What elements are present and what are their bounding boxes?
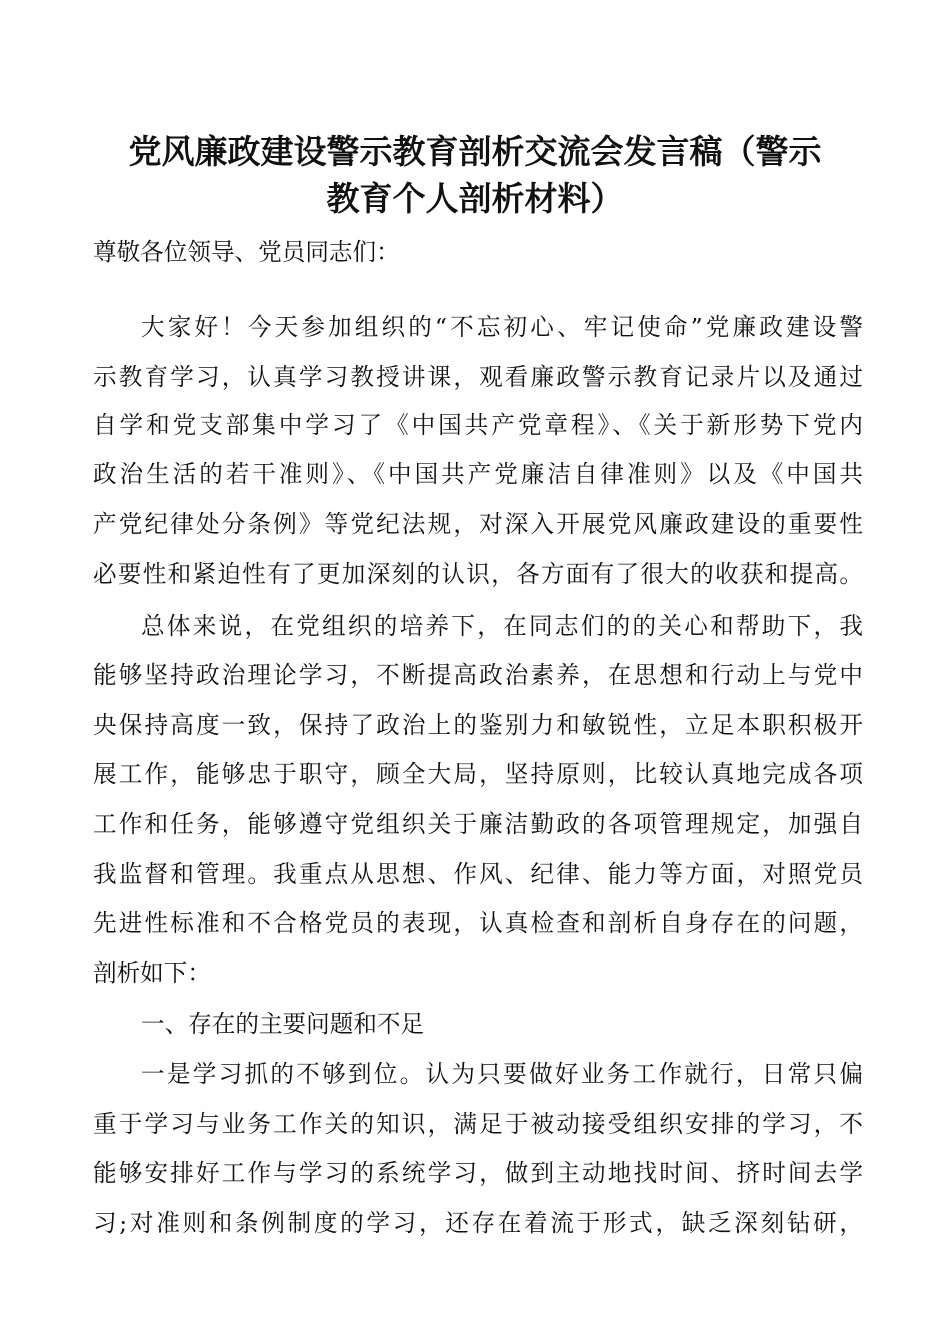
paragraph-1-line: 示教育学习，认真学习教授讲课，观看廉政警示教育记录片以及通过 [93, 363, 863, 391]
paragraph-2-line: 工作和任务，能够遵守党组织关于廉洁勤政的各项管理规定，加强自 [93, 810, 863, 838]
document-title-line-2: 教育个人剖析材料） [326, 179, 624, 218]
paragraph-1-line: 产党纪律处分条例》等党纪法规，对深入开展党风廉政建设的重要性 [93, 510, 863, 538]
paragraph-2-line: 先进性标准和不合格党员的表现，认真检查和剖析自身存在的问题， [93, 909, 863, 937]
paragraph-3-line: 一是学习抓的不够到位。认为只要做好业务工作就行，日常只偏 [141, 1060, 863, 1088]
paragraph-1-line: 政治生活的若干准则》、《中国共产党廉洁自律准则》以及《中国共 [93, 460, 863, 488]
paragraph-2-line: 总体来说，在党组织的培养下，在同志们的的关心和帮助下，我 [141, 612, 863, 640]
paragraph-3-line: 能够安排好工作与学习的系统学习，做到主动地找时间、挤时间去学 [93, 1159, 863, 1187]
document-title-line-1: 党风廉政建设警示教育剖析交流会发言稿（警示 [128, 132, 822, 171]
paragraph-2-line: 展工作，能够忠于职守，顾全大局，坚持原则，比较认真地完成各项 [93, 760, 863, 788]
paragraph-1-line: 自学和党支部集中学习了《中国共产党章程》、《关于新形势下党内 [93, 411, 863, 439]
paragraph-3-line: 重于学习与业务工作关的知识，满足于被动接受组织安排的学习，不 [93, 1110, 863, 1138]
paragraph-3-line: 习;对准则和条例制度的学习，还存在着流于形式，缺乏深刻钻研， [93, 1209, 863, 1237]
paragraph-2-line: 能够坚持政治理论学习，不断提高政治素养，在思想和行动上与党中 [93, 661, 863, 689]
paragraph-1-line: 必要性和紧迫性有了更加深刻的认识，各方面有了很大的收获和提高。 [93, 560, 863, 588]
paragraph-2-line: 央保持高度一致，保持了政治上的鉴别力和敏锐性，立足本职积极开 [93, 711, 863, 739]
paragraph-1-line: 大家好！今天参加组织的“不忘初心、牢记使命”党廉政建设警 [141, 313, 863, 341]
paragraph-2-line: 我监督和管理。我重点从思想、作风、纪律、能力等方面，对照党员 [93, 860, 863, 888]
paragraph-2-line: 剖析如下： [93, 959, 211, 987]
salutation: 尊敬各位领导、党员同志们： [93, 238, 400, 266]
section-heading: 一、存在的主要问题和不足 [141, 1010, 425, 1038]
